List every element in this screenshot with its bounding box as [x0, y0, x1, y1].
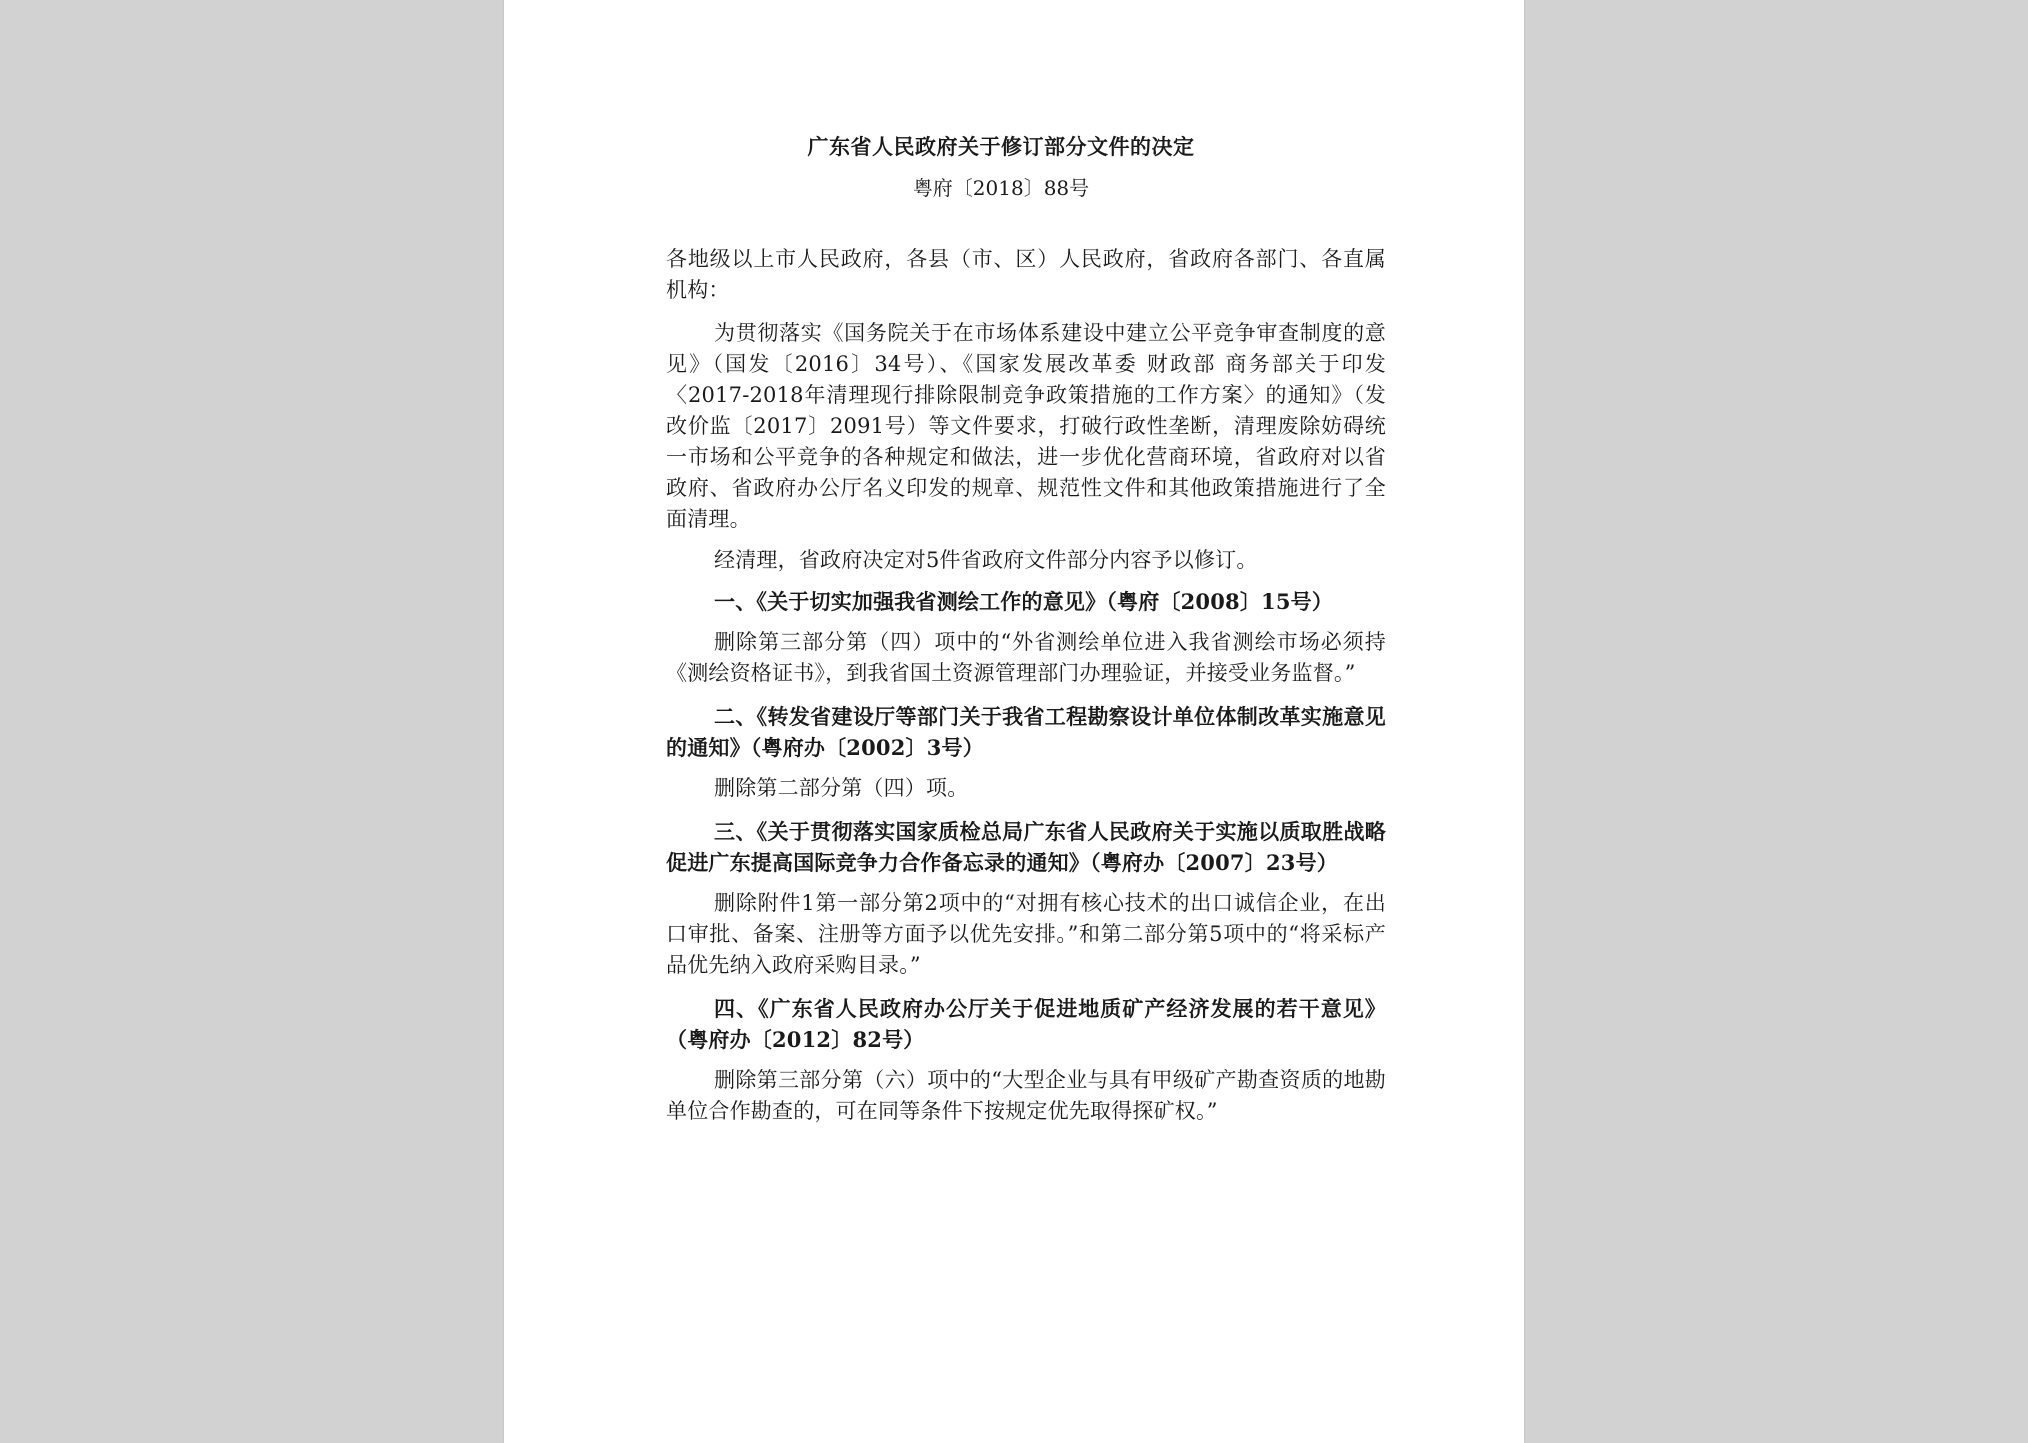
- document-number: 粤府〔2018〕88号: [912, 176, 1090, 200]
- item-body-3: 删除附件1第一部分第2项中的“对拥有核心技术的出口诚信企业，在出口审批、备案、注册等方面予以优先安排。”和第二部分第5项中的“将采标产品优先纳入政府采购目录。”: [666, 891, 1386, 977]
- document-body: [666, 132, 1386, 1139]
- item-heading-3: 三、《关于贯彻落实国家质检总局广东省人民政府关于实施以质取胜战略促进广东提高国际竞争力合作备忘录的通知》（粤府办〔2007〕23号）: [666, 819, 1386, 875]
- summary-paragraph: 经清理，省政府决定对5件省政府文件部分内容予以修订。: [714, 548, 1258, 572]
- item-heading-1: 一、《关于切实加强我省测绘工作的意见》（粤府〔2008〕15号）: [714, 589, 1334, 614]
- item-body-4: 删除第三部分第（六）项中的“大型企业与具有甲级矿产勘查资质的地勘单位合作勘查的，可在同等条件下按规定优先取得探矿权。”: [666, 1068, 1386, 1123]
- document-title: 广东省人民政府关于修订部分文件的决定: [807, 134, 1195, 159]
- document-page: [504, 0, 1524, 1443]
- item-body-1: 删除第三部分第（四）项中的“外省测绘单位进入我省测绘市场必须持《测绘资格证书》，到我省国土资源管理部门办理验证，并接受业务监督。”: [666, 630, 1386, 685]
- item-heading-4: 四、《广东省人民政府办公厅关于促进地质矿产经济发展的若干意见》（粤府办〔2012〕82号）: [666, 996, 1386, 1052]
- salutation: 各地级以上市人民政府，各县（市、区）人民政府，省政府各部门、各直属机构：: [666, 247, 1386, 302]
- intro-paragraph: 为贯彻落实《国务院关于在市场体系建设中建立公平竞争审查制度的意见》（国发〔2016〕34号）、《国家发展改革委 财政部 商务部关于印发〈2017-2018年清理现行排除限制竞争政策措施的工作方案〉的通知》（发改价监〔2017〕2091号）等文件要求，打破行政性垄断，清理废除妨碍统一市场和公平竞争的各种规定和做法，进一步优化营商环境，省政府对以省政府、省政府办公厅名义印发的规章、规范性文件和其他政策措施进行了全面清理。: [666, 321, 1386, 531]
- item-body-2: 删除第二部分第（四）项。: [714, 776, 969, 800]
- item-heading-2: 二、《转发省建设厅等部门关于我省工程勘察设计单位体制改革实施意见的通知》（粤府办〔2002〕3号）: [666, 704, 1386, 760]
